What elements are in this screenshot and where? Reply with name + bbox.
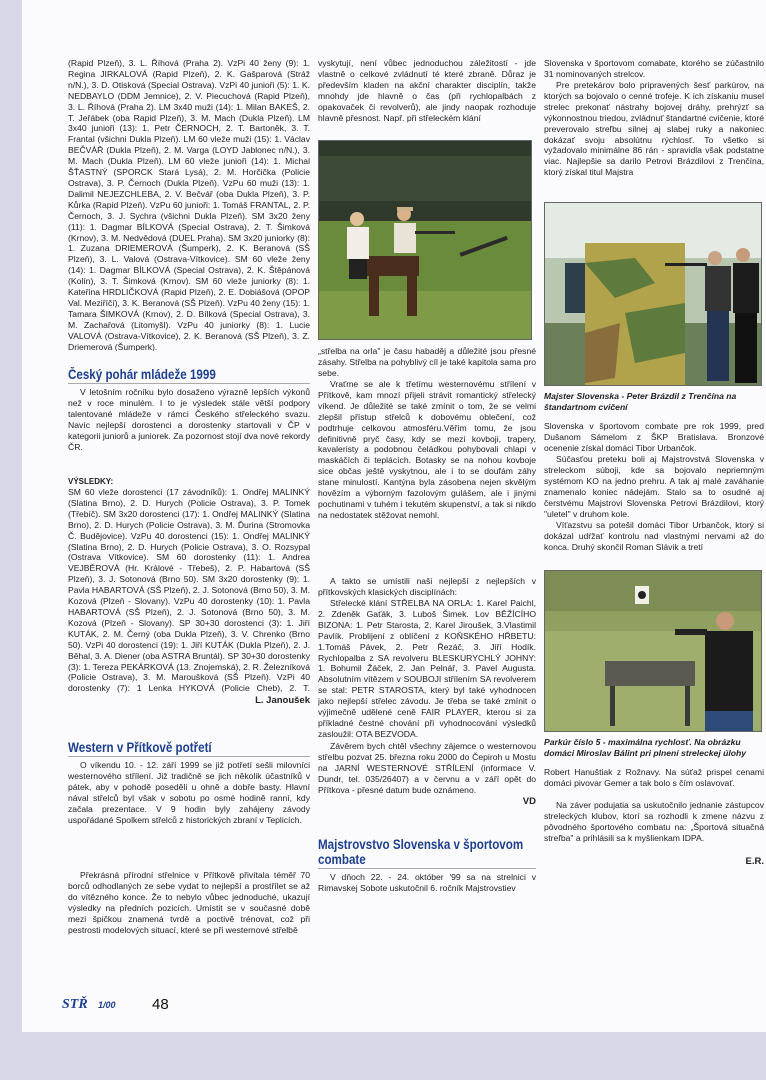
page-number: 48 bbox=[152, 996, 169, 1013]
western-p1: O víkendu 10. - 12. září 1999 se již potřetí sešli milovníci westernového střílení. Již tradičně se jich několik účastníků v pátek, aby v pohodě poseděli u ohně a dobře basty. Hlavní nával střelců byl však v sobotu po osmé hodině ranní, kdy začala prezentace. V 9 hodin byly zahájeny závody uspořádané Spolkem střelců z historických zbraní v Teplicích. bbox=[68, 760, 310, 825]
caption-photo-2: Parkúr číslo 5 - maximálna rychlosť. Na obrázku domáci Miroslav Bálint pri plnení streleckej úlohy bbox=[544, 737, 747, 758]
slovak-p4: Víťazstvu sa potešil domáci Tibor Urbančok, ktorý si dokázal udŕžať kontrolu nad vlastnými nervami až do konca. Druhý skončil Roman Slávik a tretí bbox=[544, 520, 764, 552]
slovak-p1: Pre pretekárov bolo pripravených šesť parkúrov, na ktorých sa bojovalo o cenné trofeje. K ich získaniu musel strelec prekonať nástrahy bojovej dráhy, prehrýzť sa výkonnostnou triedou, zvládnuť štandartné cvičenie, ktoré preverovalo streľbu silnej aj slabej ruky a nakoniec dokázať svoju absolútnu rýchlosť. To všetko si vyžadovalo minimálne 86 rán - spravidla však podstatne viac. Najlepšie sa darilo Petrovi Brázdilovi z Trenčína, ktorý získal titul Majstra bbox=[544, 80, 764, 178]
slovak-intro: V dňoch 22. - 24. október '99 sa na strelnici v Rimavskej Sobote uskutočnil 6. ročník Majstrovstiev bbox=[318, 872, 536, 893]
magazine-logo: STŘ bbox=[62, 997, 88, 1012]
signature-er: E.R. bbox=[745, 856, 764, 867]
photo-parkour-five bbox=[544, 570, 762, 732]
western-cont: vyskytují, není vůbec jednoduchou záležitostí - jde vlastně o celkové zvládnutí té které zbraně. Důraz je především kladen na akční charakter disciplín, takže mnohdy jde hlavně o čas (při rychlopalbách z opakovaček či revolverů), ale jindy naopak rozhoduje hlavně přesnost. Např. při střeleckém klání bbox=[318, 58, 536, 123]
photo-combat-champion bbox=[544, 202, 762, 386]
heading-majstrovstvo: Majstrovstvo Slovenska v športovom combate bbox=[318, 837, 524, 867]
heading-western: Western v Přítkově potřetí bbox=[68, 740, 212, 755]
cp-results: SM 60 vleže dorostenci (17 závodníků): 1. Ondřej MALINKÝ (Slatina Brno), 2. D. Hurych (Policie Ostrava), 3. P. Tomek (Třebíč). SM 3x20 dorostenci (17): 1. Ondřej MALINKÝ (Slatina Brno), 2. D. Hurych (Policie Ostrava), 3. M. Ďurina (Stromovka Č. Budějovice). VzPu 40 dorostenci (15): 1. Ondřej MALINKÝ (Slatina Brno), 2. D. Hurych (Policie Ostrava), 3. O. Rozsypal (Ostrava Vítkovice). SM 60 dorostenky (11): 1. Andrea VEJBĚROVÁ (Hr. Králové - Třebeš), 2. P. Habartová (SŠ Plzeň), 3. J. Sotonová (Brno 50). SM 3x20 dorostenky (9): 1. Pavla HABARTOVÁ (SŠ Plzeň), 2. J. Sotonová (Brno 50), 3. M. Kozová (Plzeň - Slovany). VzPu 40 dorostenky (10): 1. Pavla HABARTOVÁ (SŠ Plzeň), 2. J. Sotonová (Brno 50), 3. M. Kozová (Plzeň - Slovany). SP 30+30 dorostenci (3): 1. Jiří KUTÁK, 2. M. Černý (oba Dukla Plzeň), 3. V. Chrenko (Brno 50). VzPi 40 dorostenci (19): 1. Jiří KUTÁK (Dukla Plzeň), 2. J. Běhal, 3. A. Diener (oba ASTRA Bruntál). SP 30+30 dorostenky (3): 1. Tereza PEKÁRKOVÁ (13. Znojemská), 2. R. Železníková (Policie Ostrava), 3. M. Maroušková (SŠ Plzeň). VzPi 40 dorostenky (7): 1 Lenka HYKOVÁ (Policie Cheb), 2. T. bbox=[68, 487, 310, 694]
slovak-p3: Súčasťou preteku boli aj Majstrovstvá Slovenska v streleckom súboji, kde sa bojovalo nepriemným systémom KO na jedno prehru. A tak aj malé zaváhanie znamenalo koniec nádejám. Stalo sa to osudné aj čerstvému Majstrovi Slovenska Petrovi Brázdilovi, ktorý "uletel" v druhom kole. bbox=[544, 454, 764, 519]
page-footer bbox=[62, 995, 312, 1021]
slovak-p5: Robert Hanuštiak z Rožnavy. Na súťaž prispel cenami domáci pivovar Gemer a tak bolo s čím oslavovať. bbox=[544, 767, 764, 788]
western-p4: Vraťme se ale k třetímu westernovému střílení v Přítkově, kam mnozí přijeli strávit romantický střelecký víkend. Je důležité se také zmínit o tom, že se velmi zlepšil přístup střelců k dobovému oblečení, což podtrhuje celkovou atmosféru.Věřím tomu, že jsou definitivně pryč časy, kdy se mezi kovboji, trapery, kavaleristy a podobnou čeládkou pohybovali chlapi v maskáčích či teplácích. Botasky se na nohou kovboje sice občas ještě vyskytnou, ale i to se doufám záhy stane minulostí. Kantýna byla zásobena nejen skvělým hovězím a výborným fazolovým gulášem, ale i jinými pochutinami v tuhém i tekutém skupenství, a tak si nikdo na nedostatek stěžovat nemohl. bbox=[318, 379, 536, 520]
photo-western-image bbox=[319, 141, 531, 339]
western-p2: Překrásná přírodní střelnice v Přítkově přivítala téměř 70 borců odhodlaných ze sebe vydat to nejlepší a prostřílet se až do vítězného konce. Že to nebylo vůbec jednoduché, ukazují výsledky na předních pozicích. Umístit se v současné době mezi špičkou znamená tvrdě a poctivě trénovat, což při pestrosti modelových situací, které se při westernové střelbě bbox=[68, 870, 310, 935]
heading-rule bbox=[68, 756, 310, 757]
slovak-p2: Slovenska v športovom combate pre rok 1999, pred Dušanom Sámelom z ŠKP Bratislava. Bronzové ocenenie získal domáci Tibor Urbančok. bbox=[544, 421, 764, 453]
cp-intro: V letošním ročníku bylo dosaženo výrazně lepších výkonů než v roce minulém. I to je výsledek stále větší podpory talentované mládeže v rámci Českého střeleckého svazu. Navíc nejlepší dorostenci a dorostenky startovali v ČP v kategorii juniorů a juniorek. Za pozornost stojí dva nové rekordy ČR. bbox=[68, 387, 310, 452]
caption-photo-1: Majster Slovenska - Peter Brázdil z Trenčína na štandartnom cvičení bbox=[544, 391, 737, 412]
slovak-p6: Na záver podujatia sa uskutočnilo jednanie zástupcov streleckých klubov, ktorí sa rozhodli k zmene názvu z pôvodného športového combatu na: „Športová situačná streľba" a prihlásili sa k myšlienkam IDPA. bbox=[544, 800, 764, 843]
heading-rule bbox=[68, 383, 310, 384]
slovak-cont: Slovenska v športovom comabate, ktorého se zúčastnilo 31 nominovaných strelcov. bbox=[544, 58, 764, 79]
photo-western-shooters bbox=[318, 140, 532, 340]
signature-janousek: L. Janoušek bbox=[255, 695, 310, 706]
issue-number: 1/00 bbox=[98, 1000, 116, 1010]
column-2 bbox=[318, 58, 536, 894]
heading-cesky-pohar: Český pohár mládeže 1999 bbox=[68, 367, 216, 382]
column-1 bbox=[68, 58, 310, 946]
signature-vd: VD bbox=[522, 796, 536, 807]
results-continued: (Rapid Plzeň), 3. L. Říhová (Praha 2). VzPi 40 ženy (9): 1. Regina JIRKALOVÁ (Rapid Plzeň), 2. K. Gašparová (Stráž n/N.), 3. D. Otisková (Special Ostrava). VzPi 40 junioři (5): 1. K. NEDBAYLO (DDM Jemnice), 2. V. Piecuchová (Rapid Plzeň), 3. L. Říhová (Praha 2). LM 3x40 muži (14): 1. Milan BAKEŠ, 2. T. Jeřábek (oba Rapid Plzeň), 3. M. Mach (Dukla Plzeň). LM 3x40 junioři (13): 1. Petr ČERNOCH, 2. T. Bartoněk, 3. T. Frantal (všichni Dukla Plzeň). LM 60 vleže muži (15): 1. Václav BEČVÁŘ (Dukla Plzeň), 2. M. Varga (LOYD Jablonec n/N.), 3. M. Mach (Dukla Plzeň). LM 60 vleže junioři (14): 1. Michal ŠŤASTNÝ (SPORCK Stará Lysá), 2. M. Horčička (Policie Ostrava), 3. P. Černoch (Dukla Plzeň). VzPu 60 muži (13): 1. Dalimil NEJEZCHLEBA, 2. V. Bečvář (oba Dukla Plzeň), 3. P. Kůrka (Rapid Plzeň). VzPu 60 junioři: 1. Tomáš FRANTAL, 2. P. Černoch, 3. J. Sychra (všichni Dukla Plzeň). SM 3x20 ženy (11): 1. Dagmar BÍLKOVÁ (Special Ostrava), 2. T. Šimková (Krnov), 3. M. Nedvědová (DUEL Praha). SM 3x20 juniorky (8): 1. Zuzana DRIEMEROVÁ (Šumperk), 2. K. Beranová (SŠ Plzeň), 3. L. Valová (Ostrava-Vítkovice). SM 60 vleže ženy (14): 1. Dagmar BÍLKOVÁ (Special Ostrava), 2. K. Štěpánová (Kolín), 3. T. Šimková (Krnov). SM 60 vleže juniorky (8): 1. Kateřina HRDLIČKOVÁ (Rapid Plzeň), 2. E. Dobiášová (OPOP Val. Meziříčí), 3. K. Beranová (SŠ Plzeň). VzPu 40 ženy (15): 1. Tamara ŠIMKOVÁ (Krnov), 2. D. Bílková (Special Ostrava), 3. M. Zachařová (Litomyšl). VzPu 40 juniorky (8): 1. Lucie VALOVÁ (Ostrava-Vítkovice), 2. K. Beranová (SŠ Plzeň), 3. Z. Driemerová (Šumperk). bbox=[68, 58, 310, 351]
western-p3: „střelba na orla" je času habaděj a důležité jsou přesné zásahy. Střelba na pohyblivý cíl je také kapitola sama pro sebe. bbox=[318, 346, 536, 378]
results-label: VÝSLEDKY: bbox=[68, 477, 114, 486]
western-p5: A takto se umístili naši nejlepší z nejlepších v přítkovských klasických disciplínách: bbox=[318, 576, 536, 597]
photo-parkour-image bbox=[545, 571, 761, 731]
magazine-page bbox=[22, 0, 766, 1032]
western-p6: Závěrem bych chtěl všechny zájemce o westernovou střelbu pozvat 25. března roku 2000 do Čepiroh u Mostu na JARNÍ WESTERNOVÉ STŘÍLENÍ (informace V. Dundr, tel. 035/26407) a v červnu a v září opět do Přítkova - přesné datum bude oznámeno. bbox=[318, 741, 536, 795]
photo-combat-image bbox=[545, 203, 761, 385]
column-3 bbox=[544, 58, 764, 867]
heading-rule bbox=[318, 868, 536, 869]
western-results: Střelecké klání STŘELBA NA ORLA: 1. Karel Paichl, 2. Zdeněk Gaťák, 3. Luboš Šimek. Lov BĚŽÍCÍHO BIZONA: 1. Petr Starosta, 2. Karel Jiroušek, 3.Vlastimil Pavlík. Problijení z oblíčení z KOŇSKÉHO HŘBETU: 1.Tomáš Pávek, 2. Petr Řezáč, 3. Jiří Hodík. Rychlopalba z SA revolveru BLESKURYCHLÝ JOHNY: 1. Bohumil Žáček, 2. Jan Pelnář, 3. Pavel Augusta. Absolutním vítězem v SOUBOJI střílením SA revolverem se stal: PETR STAROSTA, který byl také vyhodnocen jako nejlepší střelec závodu. Je třeba se také zmínit o výjimečně udělené ceně FAIR PLAYER, kterou si za příkladné čestné chování při vyhodnocování výsledků zasloužil: OTA BEZVODA. bbox=[318, 598, 536, 739]
